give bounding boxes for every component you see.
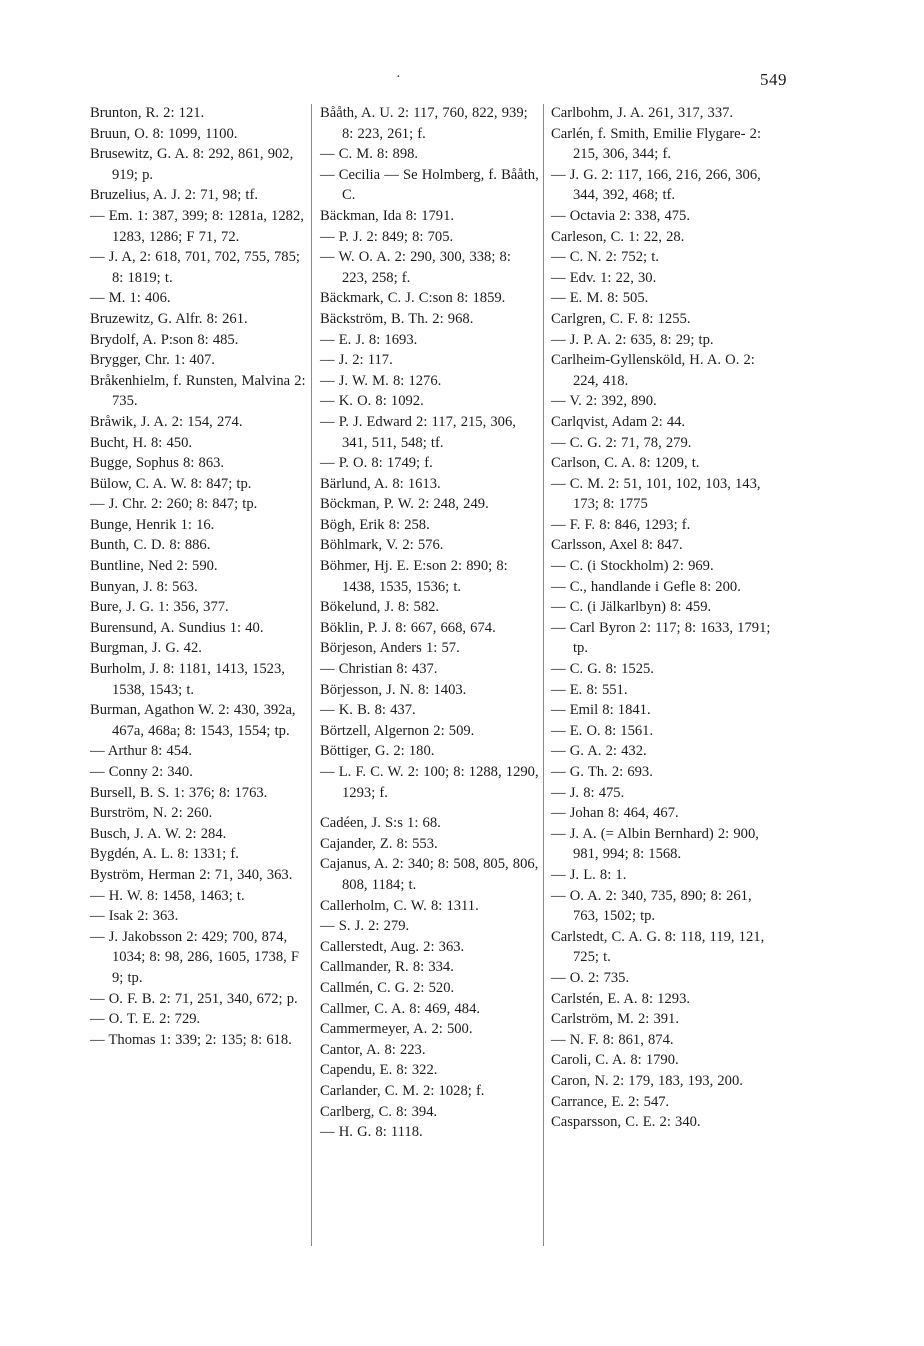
index-column-1 <box>90 103 310 1050</box>
index-entry: — C. G. 2: 71, 78, 279. <box>551 434 692 451</box>
index-entry: — Johan 8: 464, 467. <box>551 805 679 822</box>
index-entry: Böttiger, G. 2: 180. <box>320 743 435 760</box>
index-entry: Carlström, M. 2: 391. <box>551 1011 679 1028</box>
index-entry: — C., handlande i Gefle 8: 200. <box>551 578 741 595</box>
index-entry: Cammermeyer, A. 2: 500. <box>320 1021 473 1038</box>
index-entry: Brunton, R. 2: 121. <box>90 105 205 121</box>
index-entry: Bruun, O. 8: 1099, 1100. <box>90 125 238 142</box>
index-entry: Börtzell, Algernon 2: 509. <box>320 722 475 739</box>
index-entry: Bülow, C. A. W. 8: 847; tp. <box>90 475 252 492</box>
index-entry: — C. (i Stockholm) 2: 969. <box>551 558 714 575</box>
index-entry: Bygdén, A. L. 8: 1331; f. <box>90 846 239 863</box>
index-entry: — C. M. 2: 51, 101, 102, 103, 143, 173; 8: 1775 <box>551 475 765 513</box>
index-entry: — G. Th. 2: 693. <box>551 764 653 780</box>
index-entry: Caron, N. 2: 179, 183, 193, 200. <box>551 1072 743 1089</box>
index-entry: Carlgren, C. F. 8: 1255. <box>551 310 691 327</box>
index-entry: Cajanus, A. 2: 340; 8: 508, 805, 806, 808, 1184; t. <box>320 856 543 893</box>
index-entry: Busch, J. A. W. 2: 284. <box>90 825 227 842</box>
index-entry: Burholm, J. 8: 1181, 1413, 1523, 1538, 1543; t. <box>90 661 290 698</box>
index-entry: Carlberg, C. 8: 394. <box>320 1103 438 1120</box>
index-entry: Bökelund, J. 8: 582. <box>320 599 440 616</box>
index-entry: — J. W. M. 8: 1276. <box>320 372 442 389</box>
index-entry: Callerholm, C. W. 8: 1311. <box>320 897 479 914</box>
index-entry: Bure, J. G. 1: 356, 377. <box>90 599 229 616</box>
page-mark: · <box>396 70 401 85</box>
index-entry: — J. 2: 117. <box>320 352 393 369</box>
index-entry: — O. T. E. 2: 729. <box>90 1011 201 1028</box>
index-entry: Börjesson, J. N. 8: 1403. <box>320 681 467 698</box>
index-entry: — J. G. 2: 117, 166, 216, 266, 306, 344, 392, 468; tf. <box>551 166 765 204</box>
index-entry: — P. J. 2: 849; 8: 705. <box>320 228 454 245</box>
index-entry: — C. G. 8: 1525. <box>551 661 654 678</box>
index-entry: — V. 2: 392, 890. <box>551 393 657 410</box>
index-entry: — J. Jakobsson 2: 429; 700, 874, 1034; 8: 98, 286, 1605, 1738, F 9; tp. <box>90 928 304 986</box>
index-entry: — H. W. 8: 1458, 1463; t. <box>90 887 245 904</box>
index-entry: Brusewitz, G. A. 8: 292, 861, 902, 919; p. <box>90 146 298 183</box>
index-entry: Böklin, P. J. 8: 667, 668, 674. <box>320 619 496 636</box>
index-entry: Callerstedt, Aug. 2: 363. <box>320 938 465 955</box>
index-entry: Bååth, A. U. 2: 117, 760, 822, 939; 8: 223, 261; f. <box>320 105 532 142</box>
index-entry: — E. J. 8: 1693. <box>320 331 418 348</box>
index-entry: — Carl Byron 2: 117; 8: 1633, 1791; tp. <box>551 619 775 657</box>
index-entry: — Octavia 2: 338, 475. <box>551 207 690 224</box>
index-entry: — O. F. B. 2: 71, 251, 340, 672; p. <box>90 990 298 1007</box>
index-entry: — Cecilia — Se Holmberg, f. Bååth, C. <box>320 166 543 204</box>
index-entry: Brygger, Chr. 1: 407. <box>90 352 215 369</box>
column-divider <box>543 104 544 1246</box>
index-entry: — O. A. 2: 340, 735, 890; 8: 261, 763, 1502; tp. <box>551 887 756 925</box>
index-entry: Carlander, C. M. 2: 1028; f. <box>320 1082 485 1099</box>
index-entry: — J. 8: 475. <box>551 784 625 801</box>
index-entry: Buntline, Ned 2: 590. <box>90 558 218 575</box>
index-entry: — Em. 1: 387, 399; 8: 1281a, 1282, 1283, 1286; F 71, 72. <box>90 207 309 245</box>
index-entry: — N. F. 8: 861, 874. <box>551 1031 674 1048</box>
index-entry: Böhlmark, V. 2: 576. <box>320 537 444 554</box>
index-entry: Burgman, J. G. 42. <box>90 640 202 657</box>
index-entry: — J. P. A. 2: 635, 8: 29; tp. <box>551 331 714 348</box>
index-entry: Burström, N. 2: 260. <box>90 805 213 822</box>
index-entry: Carlstén, E. A. 8: 1293. <box>551 990 691 1007</box>
index-entry: — C. (i Jälkarlbyn) 8: 459. <box>551 599 712 616</box>
index-entry: Carlbohm, J. A. 261, 317, 337. <box>551 105 734 121</box>
index-entry: Carlson, C. A. 8: 1209, t. <box>551 455 700 472</box>
index-entry: — Edv. 1: 22, 30. <box>551 269 657 286</box>
index-entry: — Thomas 1: 339; 2: 135; 8: 618. <box>90 1031 292 1048</box>
index-entry: Böhmer, Hj. E. E:son 2: 890; 8: 1438, 1535, 1536; t. <box>320 558 512 595</box>
index-entry: — Arthur 8: 454. <box>90 743 193 760</box>
index-entry: Bärlund, A. 8: 1613. <box>320 475 441 492</box>
index-entry: Carlqvist, Adam 2: 44. <box>551 413 686 430</box>
index-entry: — P. O. 8: 1749; f. <box>320 455 433 472</box>
index-entry: — P. J. Edward 2: 117, 215, 306, 341, 511, 548; tf. <box>320 413 521 451</box>
index-entry: — J. Chr. 2: 260; 8: 847; tp. <box>90 496 258 513</box>
index-entry: Bugge, Sophus 8: 863. <box>90 455 225 472</box>
section-gap <box>320 803 540 813</box>
index-entry: Byström, Herman 2: 71, 340, 363. <box>90 866 293 883</box>
index-entry: — E. 8: 551. <box>551 681 628 698</box>
index-entry: — C. N. 2: 752; t. <box>551 249 659 266</box>
index-entry: — J. A. (= Albin Bernhard) 2: 900, 981, 994; 8: 1568. <box>551 825 764 863</box>
index-entry: Bäckman, Ida 8: 1791. <box>320 207 455 224</box>
index-entry: — Emil 8: 1841. <box>551 702 651 719</box>
index-entry: — J. L. 8: 1. <box>551 866 627 883</box>
index-entry: Carlstedt, C. A. G. 8: 118, 119, 121, 725; t. <box>551 928 769 966</box>
page-number: 549 <box>760 70 787 89</box>
index-entry: Börjeson, Anders 1: 57. <box>320 640 460 657</box>
index-entry: Bruzewitz, G. Alfr. 8: 261. <box>90 310 248 327</box>
index-entry: Carlsson, Axel 8: 847. <box>551 537 683 554</box>
index-entry: Callmén, C. G. 2: 520. <box>320 979 455 996</box>
index-entry: Caroli, C. A. 8: 1790. <box>551 1052 679 1069</box>
index-entry: Cantor, A. 8: 223. <box>320 1041 426 1058</box>
index-entry: Bråwik, J. A. 2: 154, 274. <box>90 413 243 430</box>
index-entry: — J. A, 2: 618, 701, 702, 755, 785; 8: 1819; t. <box>90 249 305 286</box>
index-entry: — O. 2: 735. <box>551 969 630 986</box>
index-entry: Burensund, A. Sundius 1: 40. <box>90 619 264 636</box>
column-divider <box>311 104 312 1246</box>
index-entry: Burman, Agathon W. 2: 430, 392a, 467a, 468a; 8: 1543, 1554; tp. <box>90 702 300 739</box>
index-entry: Cajander, Z. 8: 553. <box>320 835 438 852</box>
index-entry: Carlén, f. Smith, Emilie Flygare- 2: 215, 306, 344; f. <box>551 125 766 163</box>
index-column-3 <box>551 103 775 1133</box>
index-entry: Bucht, H. 8: 450. <box>90 434 193 451</box>
index-entry: Carleson, C. 1: 22, 28. <box>551 228 685 245</box>
index-entry: — F. F. 8: 846, 1293; f. <box>551 516 691 533</box>
index-entry: Bögh, Erik 8: 258. <box>320 516 430 533</box>
index-entry: — S. J. 2: 279. <box>320 918 410 935</box>
index-column-2 <box>320 103 543 1143</box>
index-entry: — E. O. 8: 1561. <box>551 722 654 739</box>
index-entry: Cadéen, J. S:s 1: 68. <box>320 815 441 832</box>
index-entry: Callmander, R. 8: 334. <box>320 959 454 976</box>
index-entry: Carrance, E. 2: 547. <box>551 1093 670 1110</box>
index-entry: Carlheim-Gyllensköld, H. A. O. 2: 224, 418. <box>551 352 760 389</box>
index-entry: — Christian 8: 437. <box>320 661 438 678</box>
index-entry: Bunge, Henrik 1: 16. <box>90 516 215 533</box>
index-entry: — G. A. 2: 432. <box>551 743 647 760</box>
index-entry: — K. O. 8: 1092. <box>320 393 424 410</box>
index-entry: Brydolf, A. P:son 8: 485. <box>90 331 239 348</box>
index-entry: Callmer, C. A. 8: 469, 484. <box>320 1000 481 1017</box>
index-entry: — Conny 2: 340. <box>90 764 193 780</box>
index-entry: — K. B. 8: 437. <box>320 702 416 719</box>
index-entry: — Isak 2: 363. <box>90 908 179 925</box>
index-entry: — M. 1: 406. <box>90 290 171 307</box>
index-entry: — L. F. C. W. 2: 100; 8: 1288, 1290, 1293; f. <box>320 764 543 801</box>
index-entry: Bunth, C. D. 8: 886. <box>90 537 211 554</box>
index-entry: Bäckström, B. Th. 2: 968. <box>320 310 474 327</box>
index-entry: Bruzelius, A. J. 2: 71, 98; tf. <box>90 187 258 204</box>
index-entry: Casparsson, C. E. 2: 340. <box>551 1114 701 1131</box>
index-entry: Bråkenhielm, f. Runsten, Malvina 2: 735. <box>90 372 310 410</box>
index-entry: — H. G. 8: 1118. <box>320 1124 423 1141</box>
index-entry: Bäckmark, C. J. C:son 8: 1859. <box>320 290 506 307</box>
index-entry: Capendu, E. 8: 322. <box>320 1062 438 1079</box>
index-entry: Bursell, B. S. 1: 376; 8: 1763. <box>90 784 268 801</box>
index-entry: Böckman, P. W. 2: 248, 249. <box>320 496 489 513</box>
index-entry: Bunyan, J. 8: 563. <box>90 578 198 595</box>
index-entry: — W. O. A. 2: 290, 300, 338; 8: 223, 258; f. <box>320 249 516 286</box>
index-entry: — C. M. 8: 898. <box>320 146 419 163</box>
index-entry: — E. M. 8: 505. <box>551 290 649 307</box>
